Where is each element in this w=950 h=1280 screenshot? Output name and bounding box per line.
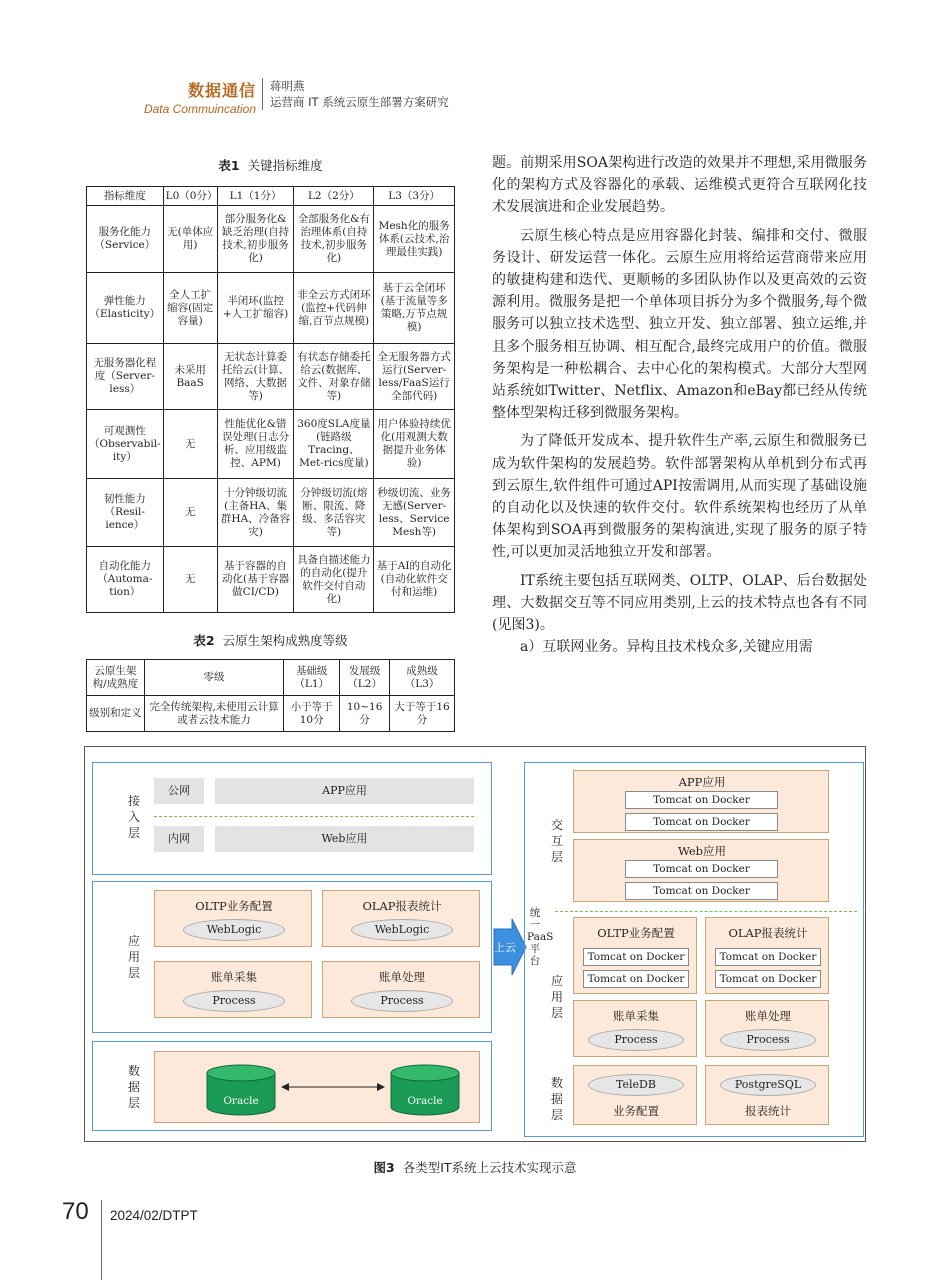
tomcat-box: Tomcat on Docker bbox=[715, 948, 821, 966]
right-web-box bbox=[573, 839, 829, 902]
tomcat-box: Tomcat on Docker bbox=[625, 791, 778, 809]
table-header-cell: 成熟级（L3） bbox=[390, 660, 455, 696]
table-header-cell: 云原生架构/成熟度 bbox=[87, 660, 145, 696]
table-cell: 级别和定义 bbox=[87, 696, 145, 732]
web-app-bar: Web应用 bbox=[215, 826, 474, 852]
right-interact-layer-label: 交互层 bbox=[550, 818, 563, 864]
journal-name bbox=[140, 78, 256, 116]
left-app-layer-label: 应用层 bbox=[127, 934, 140, 980]
figure3-title: 各类型IT系统上云技术实现示意 bbox=[402, 1160, 577, 1175]
table-header-cell: L3（3分） bbox=[374, 187, 455, 206]
table1-label: 表1 bbox=[218, 158, 240, 173]
tomcat-box: Tomcat on Docker bbox=[583, 948, 689, 966]
body-text bbox=[492, 152, 867, 658]
table-header-cell: L1（1分） bbox=[217, 187, 294, 206]
table-header-cell: 发展级（L2） bbox=[340, 660, 390, 696]
table2 bbox=[86, 659, 455, 732]
table-cell: 用户体验持续优化(用观测大数据提升业务体验) bbox=[374, 410, 455, 479]
bill-process-box bbox=[322, 961, 480, 1018]
table-cell: 性能优化&错误处理(日志分析、应用级监控、APM) bbox=[217, 410, 294, 479]
teledb-ellipse: TeleDB bbox=[588, 1074, 684, 1096]
weblogic-ellipse: WebLogic bbox=[351, 919, 453, 941]
tomcat-box: Tomcat on Docker bbox=[625, 860, 778, 878]
table2-title: 云原生架构成熟度等级 bbox=[222, 633, 348, 648]
weblogic-ellipse: WebLogic bbox=[183, 919, 285, 941]
table-cell: 十分钟级切流(主备HA、集群HA、冷备容灾) bbox=[217, 479, 294, 547]
tomcat-box: Tomcat on Docker bbox=[715, 970, 821, 988]
table-cell: 服务化能力（Service） bbox=[87, 206, 164, 273]
table1 bbox=[86, 186, 455, 613]
header-article-info bbox=[270, 78, 449, 110]
private-net-label: 内网 bbox=[154, 826, 204, 852]
bill-collect-box bbox=[154, 961, 312, 1018]
table-cell: 全人工扩缩容(固定容量) bbox=[163, 273, 217, 344]
bill-process-title: 账单处理 bbox=[379, 970, 425, 984]
right-bill-collect-title: 账单采集 bbox=[613, 1009, 659, 1023]
table-cell: 无状态计算委托给云(计算、网络、大数据等) bbox=[217, 344, 294, 410]
layer-divider bbox=[555, 911, 857, 912]
right-bill-collect-box bbox=[573, 1000, 697, 1057]
issue-label: 2024/02/DTPT bbox=[110, 1208, 198, 1223]
table-header-cell: L0（0分） bbox=[163, 187, 217, 206]
process-ellipse: Process bbox=[588, 1029, 684, 1051]
table-cell: 基于容器的自动化(基于容器做CI/CD) bbox=[217, 547, 294, 613]
teledb-box bbox=[573, 1065, 697, 1125]
table-cell: 弹性能力（Elasticity） bbox=[87, 273, 164, 344]
postgres-subtitle: 报表统计 bbox=[745, 1104, 791, 1118]
oltp-title: OLTP业务配置 bbox=[195, 899, 273, 913]
article-title: 运营商 IT 系统云原生部署方案研究 bbox=[270, 95, 449, 109]
right-olap-title: OLAP报表统计 bbox=[728, 926, 808, 940]
table-cell: 基于AI的自动化(自动化软件交付和运维) bbox=[374, 547, 455, 613]
table-cell: 分钟级切流(熔断、限流、降级、多活容灾等) bbox=[294, 479, 374, 547]
right-app-box bbox=[573, 770, 829, 833]
process-ellipse: Process bbox=[351, 990, 453, 1012]
journal-name-en: Data Commuincation bbox=[143, 102, 256, 116]
journal-name-cn: 数据通信 bbox=[187, 81, 256, 100]
author: 蒋明燕 bbox=[270, 79, 305, 93]
table-row bbox=[87, 344, 455, 410]
oracle-cylinder-right bbox=[391, 1065, 459, 1115]
tomcat-box: Tomcat on Docker bbox=[625, 882, 778, 900]
migrate-label: 上云 bbox=[494, 941, 516, 954]
oracle-label-left: Oracle bbox=[223, 1095, 259, 1107]
paragraph: 题。前期采用SOA架构进行改造的效果并不理想,采用微服务化的架构方式及容器化的承载、运维模式更符合互联网化技术发展演进和企业发展趋势。 bbox=[492, 155, 867, 216]
table-cell: 无(单体应用) bbox=[163, 206, 217, 273]
table-header-cell: 基础级（L1） bbox=[284, 660, 340, 696]
oracle-diagram bbox=[195, 1059, 495, 1121]
postgres-ellipse: PostgreSQL bbox=[720, 1074, 816, 1096]
postgres-box bbox=[705, 1065, 829, 1125]
table-cell: Mesh化的服务体系(云技术,治理最佳实践) bbox=[374, 206, 455, 273]
paragraph: 为了降低开发成本、提升软件生产率,云原生和微服务已成为软件架构的发展趋势。软件部署架构从单机到分布式再到云原生,软件组件可通过API按需调用,从而实现了基础设施的自动化以及快速的软件交付。软件系统架构也经历了从单体架构到SOA再到微服务的架构演进,实现了服务的原子特性,可以更加灵活地独立开发和部署。 bbox=[492, 433, 867, 561]
table-cell: 自动化能力（Automa-tion） bbox=[87, 547, 164, 613]
right-oltp-title: OLTP业务配置 bbox=[597, 926, 675, 940]
table-header-cell: 指标维度 bbox=[87, 187, 164, 206]
table-cell: 无服务器化程度（Server-less） bbox=[87, 344, 164, 410]
table-cell: 非全云方式闭环(监控+代码伸缩,百节点规模) bbox=[294, 273, 374, 344]
table-row bbox=[87, 273, 455, 344]
table-cell: 有状态存储委托给云(数据库、文件、对象存储等) bbox=[294, 344, 374, 410]
tomcat-box: Tomcat on Docker bbox=[583, 970, 689, 988]
paragraph: 云原生核心特点是应用容器化封装、编排和交付、微服务设计、研发运营一体化。云原生应用将给运营商带来应用的敏捷构建和迭代、更顺畅的多团队协作以及更高效的云资源利用。微服务是把一个单体项目拆分为多个微服务,每个微服务可以独立技术选型、独立开发、独立部署、独立运维,并且多个服务相互协调、相互配合,最终完成用户的价值。微服务架构是一种松耦合、去中心化的架构模式。大部分大型网站系统如Twitter、Netflix、Amazon和eBay都已经从传统整体型架构迁移到微服务架构。 bbox=[492, 227, 867, 422]
right-olap-box bbox=[705, 917, 829, 994]
right-bill-process-box bbox=[705, 1000, 829, 1057]
process-ellipse: Process bbox=[183, 990, 285, 1012]
left-data-layer-label: 数据层 bbox=[127, 1064, 140, 1110]
table-row bbox=[87, 410, 455, 479]
sync-arrow bbox=[281, 1083, 385, 1091]
left-access-layer-label: 接入层 bbox=[127, 794, 140, 840]
table-cell: 小于等于10分 bbox=[284, 696, 340, 732]
right-web-title: Web应用 bbox=[677, 844, 727, 858]
table-cell: 完全传统架构,未使用云计算或者云技术能力 bbox=[144, 696, 283, 732]
right-data-layer-label: 数据层 bbox=[550, 1076, 563, 1122]
app-app-bar: APP应用 bbox=[215, 778, 474, 804]
net-divider bbox=[154, 816, 474, 817]
table-cell: 未采用BaaS bbox=[163, 344, 217, 410]
table-cell: 基于云全闭环(基于流量等多策略,万节点规模) bbox=[374, 273, 455, 344]
table2-label: 表2 bbox=[193, 633, 215, 648]
paragraph: IT系统主要包括互联网类、OLTP、OLAP、后台数据处理、大数据交互等不同应用类别,上云的技术特点也各有不同(见图3)。 bbox=[492, 572, 867, 634]
table-cell: 360度SLA度量(链路级Tracing、Met-rics度量) bbox=[294, 410, 374, 479]
right-oltp-box bbox=[573, 917, 697, 994]
oracle-label-right: Oracle bbox=[407, 1095, 443, 1107]
table-cell: 全部服务化&有治理体系(自持技术,初步服务化) bbox=[294, 206, 374, 273]
public-net-label: 公网 bbox=[154, 778, 204, 804]
table-row bbox=[87, 696, 455, 732]
table-cell: 可观测性（Observabil-ity） bbox=[87, 410, 164, 479]
table-cell: 10~16分 bbox=[340, 696, 390, 732]
bill-collect-title: 账单采集 bbox=[211, 970, 257, 984]
right-bill-process-title: 账单处理 bbox=[745, 1009, 791, 1023]
table-header-cell: L2（2分） bbox=[294, 187, 374, 206]
table-cell: 大于等于16分 bbox=[390, 696, 455, 732]
oltp-box bbox=[154, 890, 312, 947]
table-cell: 韧性能力（Resil-ience） bbox=[87, 479, 164, 547]
tomcat-box: Tomcat on Docker bbox=[625, 813, 778, 831]
paragraph: a）互联网业务。异构且技术栈众多,关键应用需 bbox=[520, 639, 813, 656]
table-cell: 秒级切流、业务无感(Server-less、Service Mesh等) bbox=[374, 479, 455, 547]
table1-caption bbox=[86, 156, 455, 174]
table-header-row bbox=[87, 660, 455, 696]
table-cell: 无 bbox=[163, 410, 217, 479]
figure3-caption bbox=[0, 1158, 950, 1176]
process-ellipse: Process bbox=[720, 1029, 816, 1051]
table-row bbox=[87, 206, 455, 273]
oracle-cylinder-left bbox=[207, 1065, 275, 1115]
page-number: 70 bbox=[62, 1198, 89, 1225]
right-app-title: APP应用 bbox=[678, 775, 726, 789]
olap-box bbox=[322, 890, 480, 947]
table-row bbox=[87, 547, 455, 613]
paas-platform-label: 统一PaaS平台 bbox=[527, 907, 554, 967]
footer-divider bbox=[101, 1200, 102, 1280]
header-divider bbox=[262, 78, 263, 110]
olap-title: OLAP报表统计 bbox=[362, 899, 442, 913]
table1-title: 关键指标维度 bbox=[247, 158, 323, 173]
teledb-subtitle: 业务配置 bbox=[613, 1104, 659, 1118]
table-cell: 部分服务化&缺乏治理(自持技术,初步服务化) bbox=[217, 206, 294, 273]
table-cell: 无 bbox=[163, 479, 217, 547]
table2-caption bbox=[86, 631, 455, 649]
table-cell: 半闭环(监控+人工扩缩容) bbox=[217, 273, 294, 344]
table-cell: 具备自描述能力的自动化(提升软件交付自动化) bbox=[294, 547, 374, 613]
table-cell: 全无服务器方式运行(Server-less/FaaS运行全部代码) bbox=[374, 344, 455, 410]
figure3 bbox=[84, 746, 866, 1142]
table-header-cell: 零级 bbox=[144, 660, 283, 696]
figure3-label: 图3 bbox=[373, 1160, 395, 1175]
table-header-row bbox=[87, 187, 455, 206]
table-cell: 无 bbox=[163, 547, 217, 613]
right-app-layer-label: 应用层 bbox=[550, 974, 563, 1020]
table-row bbox=[87, 479, 455, 547]
